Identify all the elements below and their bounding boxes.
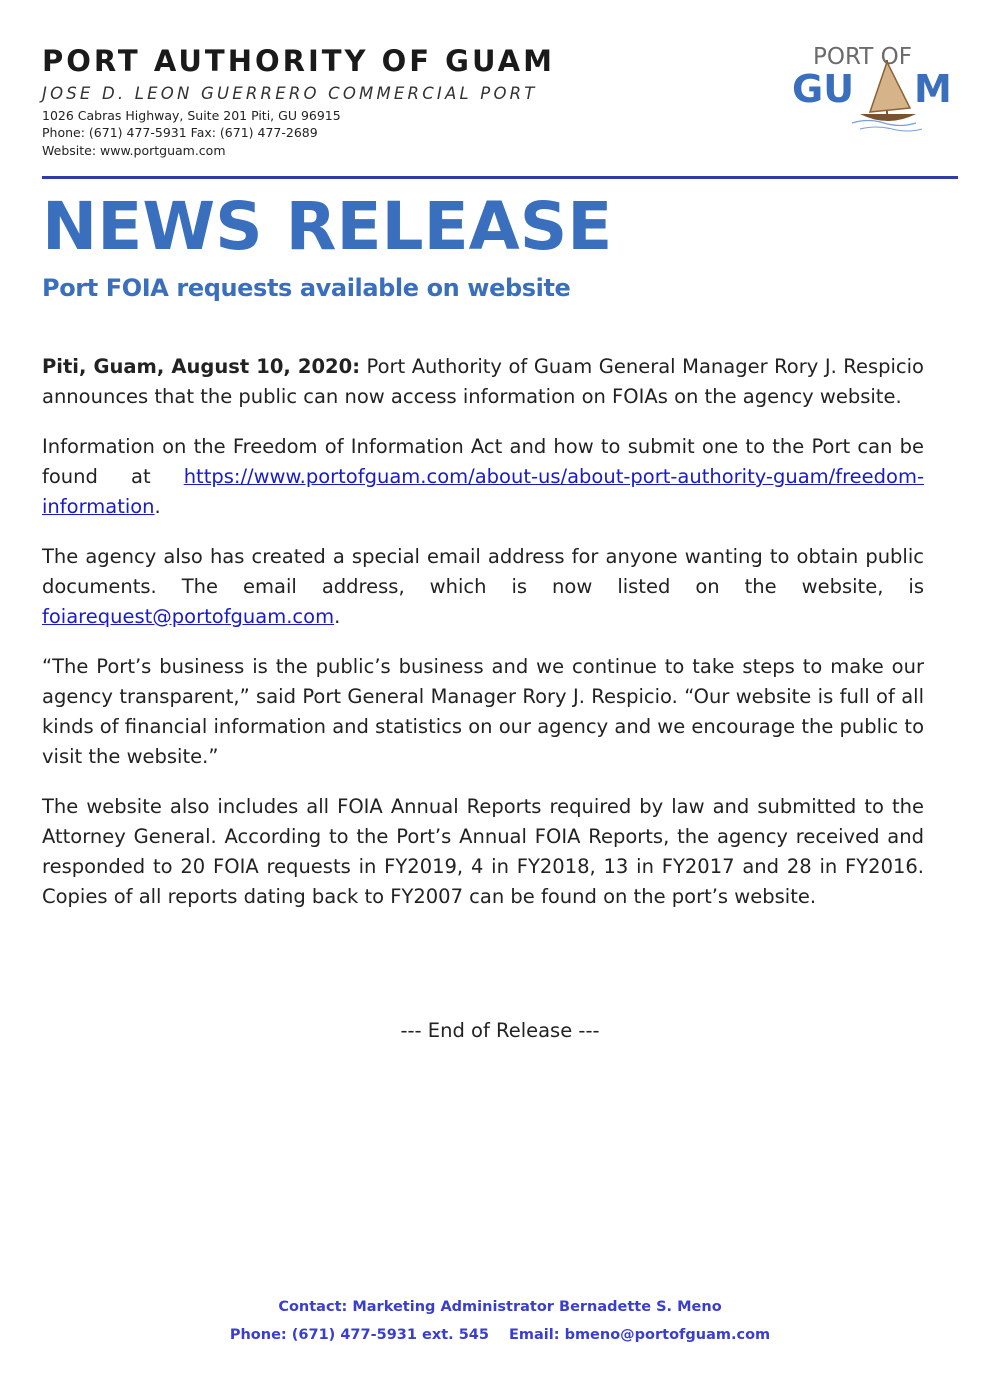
paragraph-3-text: The agency also has created a special email address for anyone wanting to obtain public documents. The email address, which is now listed on the website, is — [42, 545, 924, 598]
org-phone-fax: Phone: (671) 477-5931 Fax: (671) 477-2689 — [42, 125, 318, 140]
footer-contact: Contact: Marketing Administrator Bernadette S. Meno — [278, 1299, 722, 1315]
logo-right-text: M — [914, 67, 952, 111]
foia-info-link[interactable]: https://www.portofguam.com/about-us/about-port-authority-guam/freedom-information — [42, 465, 924, 518]
logo-left-text: GU — [792, 67, 855, 111]
release-headline: NEWS RELEASE — [42, 188, 613, 265]
paragraph-2-text: Information on the Freedom of Information Act and how to submit one to the Port can be found at — [42, 435, 924, 488]
org-name: PORT AUTHORITY OF GUAM — [42, 44, 555, 78]
paragraph-1 — [42, 352, 924, 412]
release-body — [42, 352, 924, 932]
footer-phone: Phone: (671) 477-5931 ext. 545 — [229, 1327, 489, 1343]
logo-top-text: PORT OF — [813, 44, 912, 70]
footer-phone-email — [0, 1327, 1000, 1343]
header-divider — [42, 176, 958, 179]
sail-boat-icon — [852, 60, 922, 131]
dateline: Piti, Guam, August 10, 2020: — [42, 355, 360, 378]
org-subtitle: JOSE D. LEON GUERRERO COMMERCIAL PORT — [42, 84, 538, 103]
paragraph-1-text: Port Authority of Guam General Manager Rory J. Respicio announces that the public can now access information on FOIAs on the agency website. — [42, 355, 924, 408]
paragraph-5: The website also includes all FOIA Annual Reports required by law and submitted to the Attorney General. According to the Port’s Annual FOIA Reports, the agency received and responded to 20 FOIA requests in FY2019, 4 in FY2018, 13 in FY2017 and 28 in FY2016. Copies of all reports dating back to FY2007 can be found on the port’s website. — [42, 795, 924, 908]
paragraph-4: “The Port’s business is the public’s business and we continue to take steps to make our agency transparent,” said Port General Manager Rory J. Respicio. “Our website is full of all kinds of financial information and statistics on our agency and we encourage the public to visit the website.” — [42, 655, 924, 768]
paragraph-2: Information on the Freedom of Information Act and how to submit one to the Port can be found at https://www.portofguam.com/about-us/about-port-authority-guam/freedom-information. — [42, 435, 924, 518]
footer-email: Email: bmeno@portofguam.com — [508, 1327, 771, 1343]
org-address: 1026 Cabras Highway, Suite 201 Piti, GU 96915 — [42, 108, 341, 123]
paragraph-3: The agency also has created a special email address for anyone wanting to obtain public documents. The email address, which is now listed on the website, is foiarequest@portofguam.com. — [42, 545, 924, 628]
org-website: Website: www.portguam.com — [42, 143, 226, 158]
port-of-guam-logo — [790, 38, 962, 138]
release-subheadline: Port FOIA requests available on website — [42, 274, 571, 302]
foia-email-link[interactable]: foiarequest@portofguam.com — [42, 605, 335, 628]
end-of-release: --- End of Release --- — [400, 1019, 600, 1042]
